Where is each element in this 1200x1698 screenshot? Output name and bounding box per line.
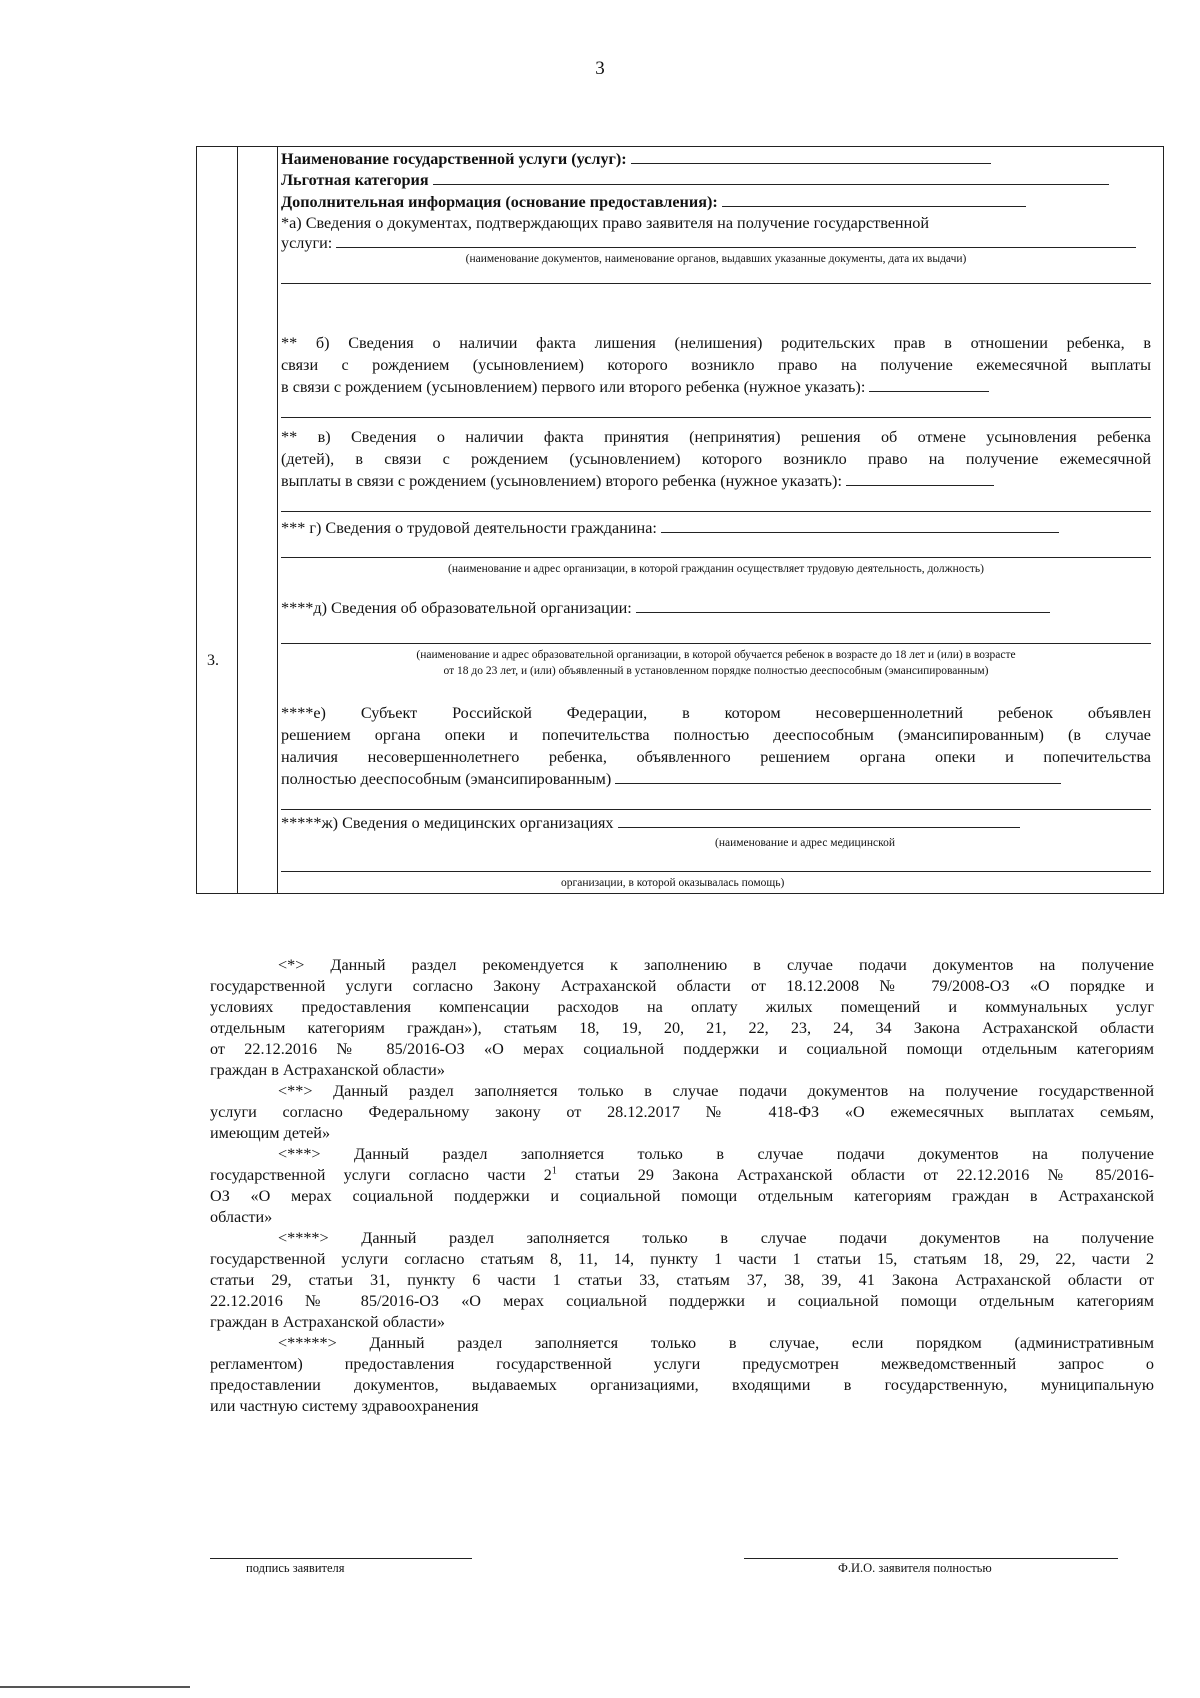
section-v-row: [281, 471, 1151, 491]
section-b-field[interactable]: [869, 377, 989, 392]
row-number: 3.: [207, 652, 219, 669]
additional-info-label: Дополнительная информация (основание предоставления):: [281, 193, 718, 211]
section-a-caption: (наименование документов, наименование органов, выдавших указанные документы, дата их выдачи): [465, 253, 967, 265]
section-zh-caption: (наименование и адрес медицинской: [715, 837, 896, 849]
footnote-text: условиях предоставления компенсации расходов на оплату жилых помещений и коммунальных услуг: [210, 998, 1154, 1016]
footnote-text: статьи 29, статьи 31, пункту 6 части 1 статьи 33, статьям 37, 38, 39, 41 Закона Астраханской области от: [210, 1271, 1154, 1289]
section-b-text: связи с рождением (усыновлением) которого возникло право на получение ежемесячной выплаты: [281, 356, 1151, 374]
footnote-text: или частную систему здравоохранения: [210, 1397, 479, 1415]
service-name-field[interactable]: [631, 149, 991, 164]
footnote-text: регламентом) предоставления государственной услуги предусмотрен межведомственный запрос о: [210, 1355, 1154, 1373]
category-label: Льготная категория: [281, 171, 429, 189]
footnote-text: <***> Данный раздел заполняется только в случае подачи документов на получение: [278, 1145, 1154, 1163]
table-divider: [277, 147, 278, 893]
section-zh-field[interactable]: [618, 813, 1020, 828]
section-g-field[interactable]: [661, 518, 1059, 533]
full-name-caption: Ф.И.О. заявителя полностью: [838, 1561, 992, 1575]
section-d-row: [281, 598, 1151, 618]
footnote-fragment: статьи 29 Закона Астраханской области от 22.12.2016 № 85/2016-: [556, 1166, 1154, 1184]
section-d-caption: (наименование и адрес образовательной организации, в которой обучается ребенок в возрасте до 18 лет и (или) в возрасте: [416, 649, 1016, 661]
section-e-label: полностью дееспособным (эмансипированным): [281, 770, 612, 788]
section-v-text: (детей), в связи с рождением (усыновлением) которого возникло право на получение ежемесячной: [281, 450, 1151, 468]
form-table: [196, 146, 1164, 894]
section-zh-row: [281, 813, 1151, 833]
section-d-field[interactable]: [636, 598, 1050, 613]
section-b-extra-line[interactable]: [281, 417, 1151, 418]
section-v-extra-line[interactable]: [281, 511, 1151, 512]
footnote-text: от 22.12.2016 № 85/2016-ОЗ «О мерах социальной поддержки и социальной помощи отдельным категориям: [210, 1040, 1154, 1058]
footnote-text: граждан в Астраханской области»: [210, 1313, 445, 1331]
service-name-label: Наименование государственной услуги (услуг):: [281, 150, 627, 168]
section-zh-extra-line[interactable]: [281, 871, 1151, 872]
footnote-text: области»: [210, 1208, 273, 1226]
section-e-row: [281, 769, 1151, 789]
section-d-caption: от 18 до 23 лет, и (или) объявленный в установленном порядке полностью дееспособным (эмансипированным): [443, 665, 989, 677]
section-e-text: ****е) Субъект Российской Федерации, в котором несовершеннолетний ребенок объявлен: [281, 704, 1151, 722]
signature-line[interactable]: [210, 1558, 472, 1559]
footnote-text: граждан в Астраханской области»: [210, 1061, 445, 1079]
section-b-text: ** б) Сведения о наличии факта лишения (нелишения) родительских прав в отношении ребенка, в: [281, 334, 1151, 352]
footnote-text: <*****> Данный раздел заполняется только в случае, если порядком (административным: [278, 1334, 1154, 1352]
footnote-text: государственной услуги согласно статьям 8, 11, 14, пункту 1 части 1 статьи 15, статьям 18, 29, 22, части 2: [210, 1250, 1154, 1268]
section-v-field[interactable]: [846, 471, 994, 486]
page-number: 3: [595, 58, 605, 79]
category-field[interactable]: [433, 170, 1109, 185]
section-e-text: решением органа опеки и попечительства полностью дееспособным (эмансипированным) (в случае: [281, 726, 1151, 744]
form-cell: [281, 147, 1151, 893]
section-g-row: [281, 518, 1151, 538]
section-zh-caption: организации, в которой оказывалась помощь): [561, 877, 785, 889]
additional-info-field[interactable]: [722, 192, 1026, 207]
section-a-extra-line[interactable]: [281, 283, 1151, 284]
category-row: [281, 170, 1151, 190]
footnote-text: [210, 1165, 1154, 1185]
section-a-text: *а) Сведения о документах, подтверждающих право заявителя на получение государственной: [281, 214, 930, 232]
footnote-text: услуги согласно Федеральному закону от 28.12.2017 № 418-ФЗ «О ежемесячных выплатах семьям,: [210, 1103, 1154, 1121]
section-e-field[interactable]: [615, 769, 1061, 784]
section-b-label: в связи с рождением (усыновлением) первого или второго ребенка (нужное указать):: [281, 378, 866, 396]
section-zh-label: *****ж) Сведения о медицинских организациях: [281, 814, 614, 832]
footnote-text: отдельным категориям граждан»), статьям 18, 19, 20, 21, 22, 23, 24, 34 Закона Астраханской области: [210, 1019, 1154, 1037]
additional-info-row: [281, 192, 1151, 212]
footnote-fragment: государственной услуги согласно части 2: [210, 1166, 552, 1184]
section-e-extra-line[interactable]: [281, 809, 1151, 810]
full-name-line[interactable]: [744, 1558, 1118, 1559]
section-b-row: [281, 377, 1151, 397]
section-e-text: наличия несовершеннолетнего ребенка, объявленного решением органа опеки и попечительства: [281, 748, 1151, 766]
footnote-text: <*> Данный раздел рекомендуется к заполнению в случае подачи документов на получение: [278, 956, 1154, 974]
section-v-label: выплаты в связи с рождением (усыновлением) второго ребенка (нужное указать):: [281, 472, 842, 490]
footnote-text: предоставлении документов, выдаваемых организациями, входящими в государственную, муниципальную: [210, 1376, 1154, 1394]
footnote-text: имеющим детей»: [210, 1124, 331, 1142]
section-v-text: ** в) Сведения о наличии факта принятия (непринятия) решения об отмене усыновления ребенка: [281, 428, 1151, 446]
section-d-extra-line[interactable]: [281, 643, 1151, 644]
section-g-label: *** г) Сведения о трудовой деятельности гражданина:: [281, 519, 657, 537]
section-g-caption: (наименование и адрес организации, в которой гражданин осуществляет трудовую деятельность, должность): [448, 563, 984, 575]
footnote-text: <****> Данный раздел заполняется только в случае подачи документов на получение: [278, 1229, 1154, 1247]
section-a-row: [281, 233, 1151, 253]
signature-caption: подпись заявителя: [246, 1561, 345, 1575]
service-name-row: [281, 149, 1151, 169]
footnote-text: государственной услуги согласно Закону Астраханской области от 18.12.2008 № 79/2008-ОЗ «О порядке и: [210, 977, 1154, 995]
section-a-label: услуги:: [281, 234, 333, 252]
section-g-extra-line[interactable]: [281, 557, 1151, 558]
footnote-superscript: 1: [551, 1165, 557, 1177]
footnote-text: 22.12.2016 № 85/2016-ОЗ «О мерах социальной поддержки и социальной помощи отдельным категориям: [210, 1292, 1154, 1310]
section-d-label: ****д) Сведения об образовательной организации:: [281, 599, 632, 617]
table-divider: [237, 147, 238, 893]
section-a-field[interactable]: [336, 233, 1136, 248]
scan-edge-mark: [0, 1686, 190, 1694]
footnote-text: <**> Данный раздел заполняется только в случае подачи документов на получение государственной: [278, 1082, 1154, 1100]
footnote-text: ОЗ «О мерах социальной поддержки и социальной помощи отдельным категориям граждан в Астраханской: [210, 1187, 1154, 1205]
